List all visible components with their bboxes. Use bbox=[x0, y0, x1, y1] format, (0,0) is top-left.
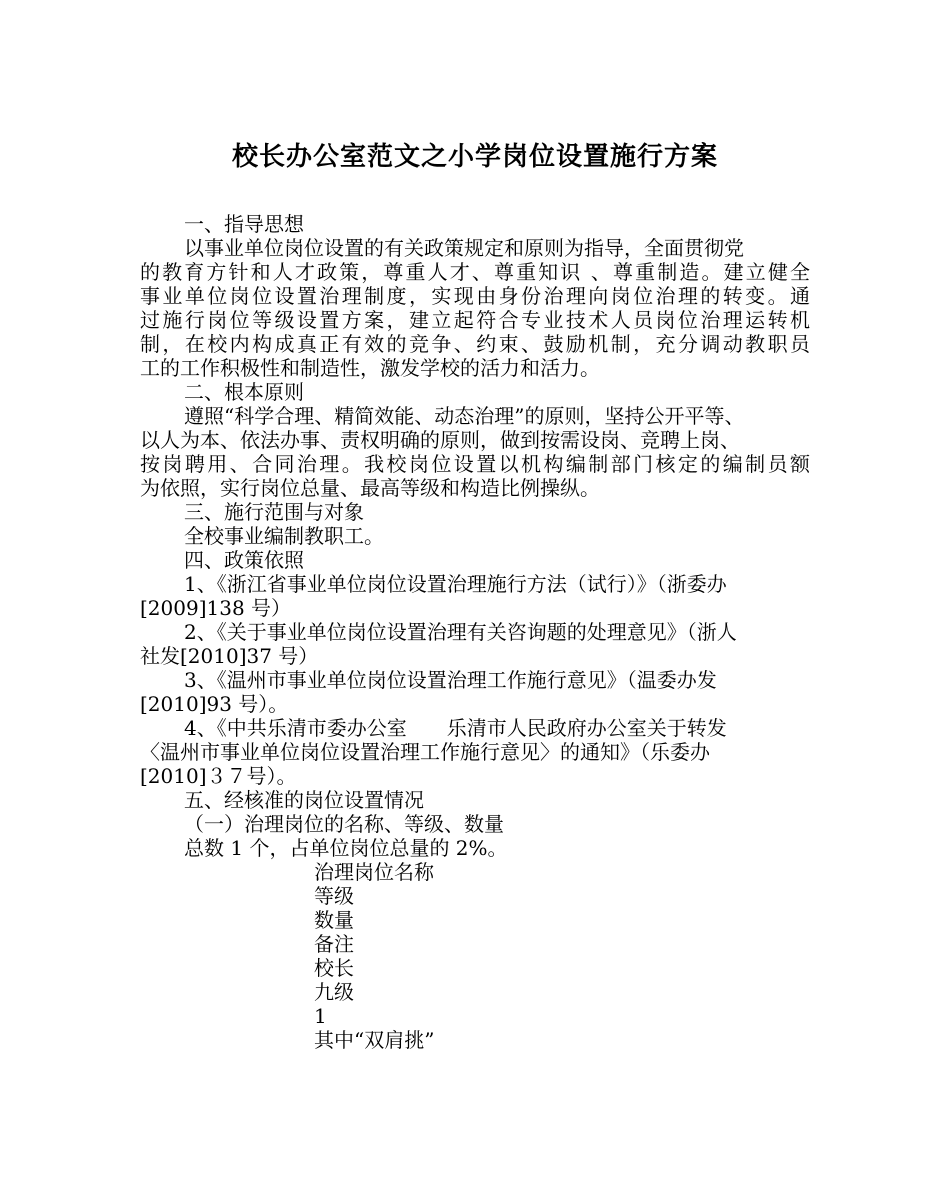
reference-line: 〈温州市事业单位岗位设置治理工作施行意见〉的通知》（乐委办 bbox=[140, 740, 710, 764]
table-cell: 校长 bbox=[314, 956, 354, 980]
reference-line: [2010]３７号）。 bbox=[140, 764, 297, 788]
paragraph-line: 按岗聘用、合同治理。我校岗位设置以机构编制部门核定的编制员额 bbox=[140, 452, 810, 476]
table-cell: 备注 bbox=[314, 932, 354, 956]
document-title: 校长办公室范文之小学岗位设置施行方案 bbox=[231, 142, 718, 172]
paragraph-line: 遵照“科学合理、精简效能、动态治理”的原则，坚持公开平等、 bbox=[184, 404, 745, 428]
table-cell: 数量 bbox=[314, 908, 354, 932]
paragraph-line: 以事业单位岗位设置的有关政策规定和原则为指导，全面贯彻党 bbox=[184, 236, 744, 260]
table-cell: 1 bbox=[314, 1004, 327, 1028]
table-cell: 其中“双肩挑” bbox=[314, 1028, 435, 1052]
reference-line: 社发[2010]37 号） bbox=[140, 644, 319, 668]
paragraph-line: 制，在校内构成真正有效的竞争、约束、鼓励机制，充分调动教职员 bbox=[140, 332, 810, 356]
table-cell: 治理岗位名称 bbox=[314, 860, 434, 884]
paragraph-line: 总数 1 个，占单位岗位总量的 2%。 bbox=[184, 836, 508, 860]
paragraph-line: 过施行岗位等级设置方案，建立起符合专业技术人员岗位治理运转机 bbox=[140, 308, 810, 332]
paragraph-line: 事业单位岗位设置治理制度，实现由身份治理向岗位治理的转变。通 bbox=[140, 284, 810, 308]
reference-line: 1、《浙江省事业单位岗位设置治理施行方法（试行）》（浙委办 bbox=[184, 572, 727, 596]
reference-line: 2、《关于事业单位岗位设置治理有关咨询题的处理意见》（浙人 bbox=[184, 620, 737, 644]
paragraph-line: 工的工作积极性和制造性，激发学校的活力和活力。 bbox=[140, 356, 600, 380]
table-cell: 九级 bbox=[314, 980, 354, 1004]
reference-line: 3、《温州市事业单位岗位设置治理工作施行意见》（温委办发 bbox=[184, 668, 717, 692]
subsection-heading: （一）治理岗位的名称、等级、数量 bbox=[184, 812, 504, 836]
reference-line: 4、《中共乐清市委办公室 乐清市人民政府办公室关于转发 bbox=[184, 716, 727, 740]
reference-line: [2009]138 号） bbox=[140, 596, 292, 620]
paragraph-line: 全校事业编制教职工。 bbox=[184, 524, 384, 548]
section-heading: 五、经核准的岗位设置情况 bbox=[184, 788, 424, 812]
section-heading: 四、政策依照 bbox=[184, 548, 304, 572]
paragraph-line: 以人为本、依法办事、责权明确的原则，做到按需设岗、竞聘上岗、 bbox=[140, 428, 740, 452]
reference-line: [2010]93 号）。 bbox=[140, 692, 289, 716]
section-heading: 一、指导思想 bbox=[184, 212, 304, 236]
table-cell: 等级 bbox=[314, 884, 354, 908]
paragraph-line: 的教育方针和人才政策，尊重人才、尊重知识 、尊重制造。建立健全 bbox=[140, 260, 810, 284]
section-heading: 二、根本原则 bbox=[184, 380, 304, 404]
paragraph-line: 为依照，实行岗位总量、最高等级和构造比例操纵。 bbox=[140, 476, 600, 500]
section-heading: 三、施行范围与对象 bbox=[184, 500, 364, 524]
